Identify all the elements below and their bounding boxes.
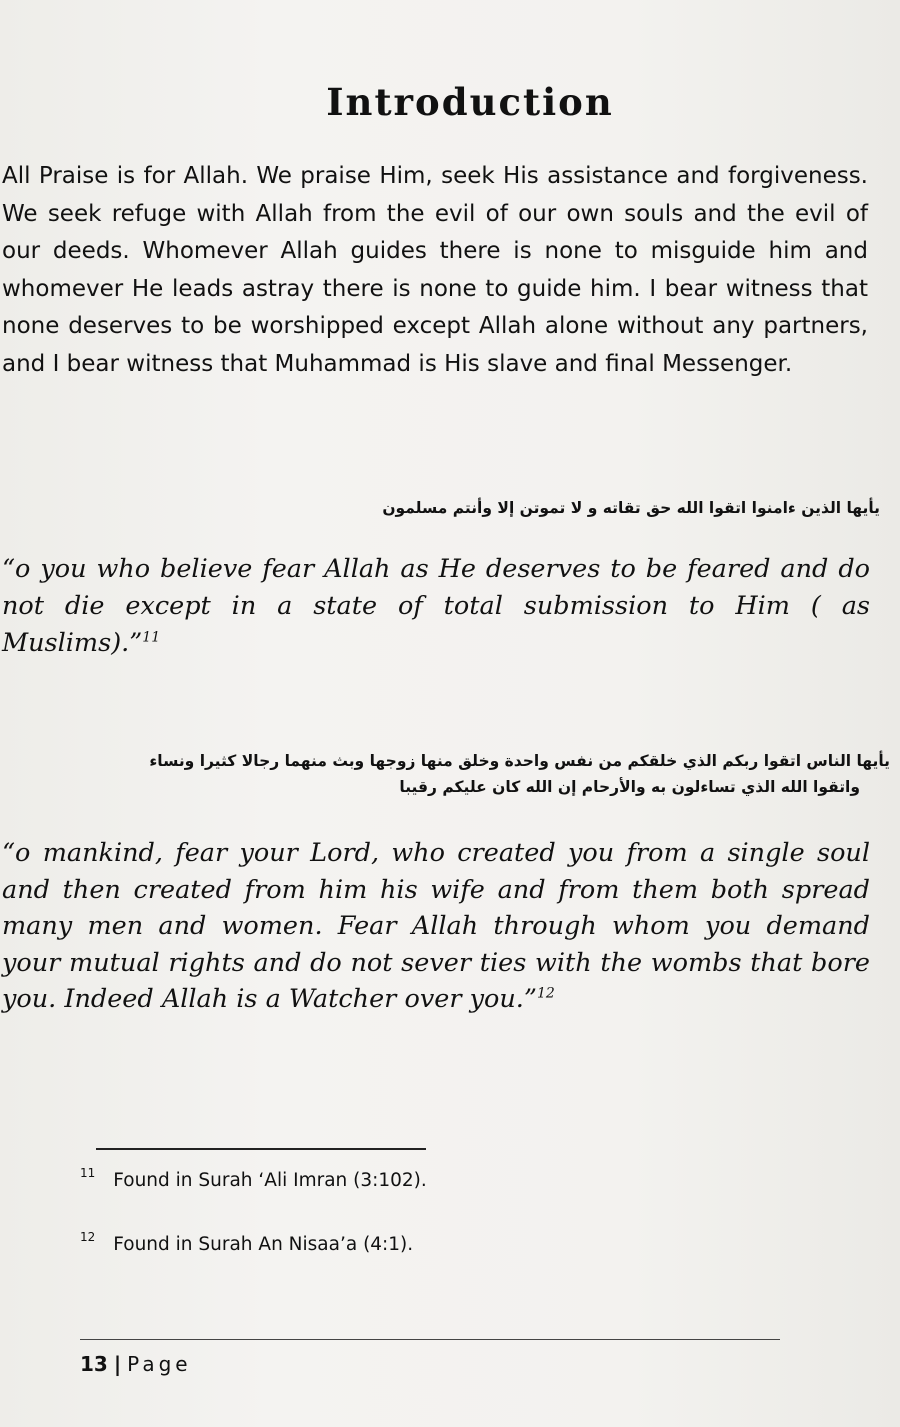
verse2-footnote-ref: 12 <box>536 985 555 1002</box>
verse1-arabic: يأيها الذين ءامنوا اتقوا الله حق تقاته و لا تموتن إلا وأنتم مسلمون <box>382 499 880 517</box>
verse2-translation <box>2 835 870 1018</box>
verse2-arabic <box>149 748 890 800</box>
footnote-11 <box>80 1168 427 1191</box>
page-number: 13 <box>80 1352 108 1376</box>
verse2-arabic-line1: يأيها الناس اتقوا ربكم الذي خلقكم من نفس واحدة وخلق منها زوجها وبث منهما رجالا كثيرا ونساء <box>149 752 890 770</box>
page-footer <box>80 1352 192 1376</box>
footnote-number: 11 <box>80 1166 96 1180</box>
verse2-translation-text: “o mankind, fear your Lord, who created you from a single soul and then created from him his wife and from them both spread many men and women. Fear Allah through whom you demand your mutual rights and do not sever ties with the wombs that bore you. Indeed Allah is a Watcher over you.” <box>2 838 870 1014</box>
page-label: Page <box>127 1352 192 1376</box>
footer-divider <box>80 1339 780 1340</box>
footer-separator: | <box>113 1352 122 1376</box>
verse1-footnote-ref: 11 <box>142 629 161 646</box>
footnote-text: Found in Surah An Nisaa’a (4:1). <box>113 1234 414 1256</box>
page-title: Introduction <box>326 80 614 124</box>
intro-paragraph: All Praise is for Allah. We praise Him, seek His assistance and forgiveness. We seek refuge with Allah from the evil of our own souls and the evil of our deeds. Whomever Allah guides there is none to misguide him and whomever He leads astray there is none to guide him. I bear witness that none deserves to be worshipped except Allah alone without any partners, and I bear witness that Muhammad is His slave and final Messenger. <box>2 163 868 377</box>
verse2-arabic-line2: واتقوا الله الذي تساءلون به والأرحام إن الله كان عليكم رقيبا <box>399 778 860 796</box>
verse1-translation-text: “o you who believe fear Allah as He deserves to be feared and do not die except in a state of total submission to Him ( as Muslims).” <box>2 554 870 658</box>
footnote-12 <box>80 1232 413 1255</box>
verse1-translation <box>2 551 870 662</box>
footnote-divider <box>96 1148 426 1150</box>
footnote-number: 12 <box>80 1230 96 1244</box>
footnote-text: Found in Surah ‘Ali Imran (3:102). <box>113 1170 427 1192</box>
